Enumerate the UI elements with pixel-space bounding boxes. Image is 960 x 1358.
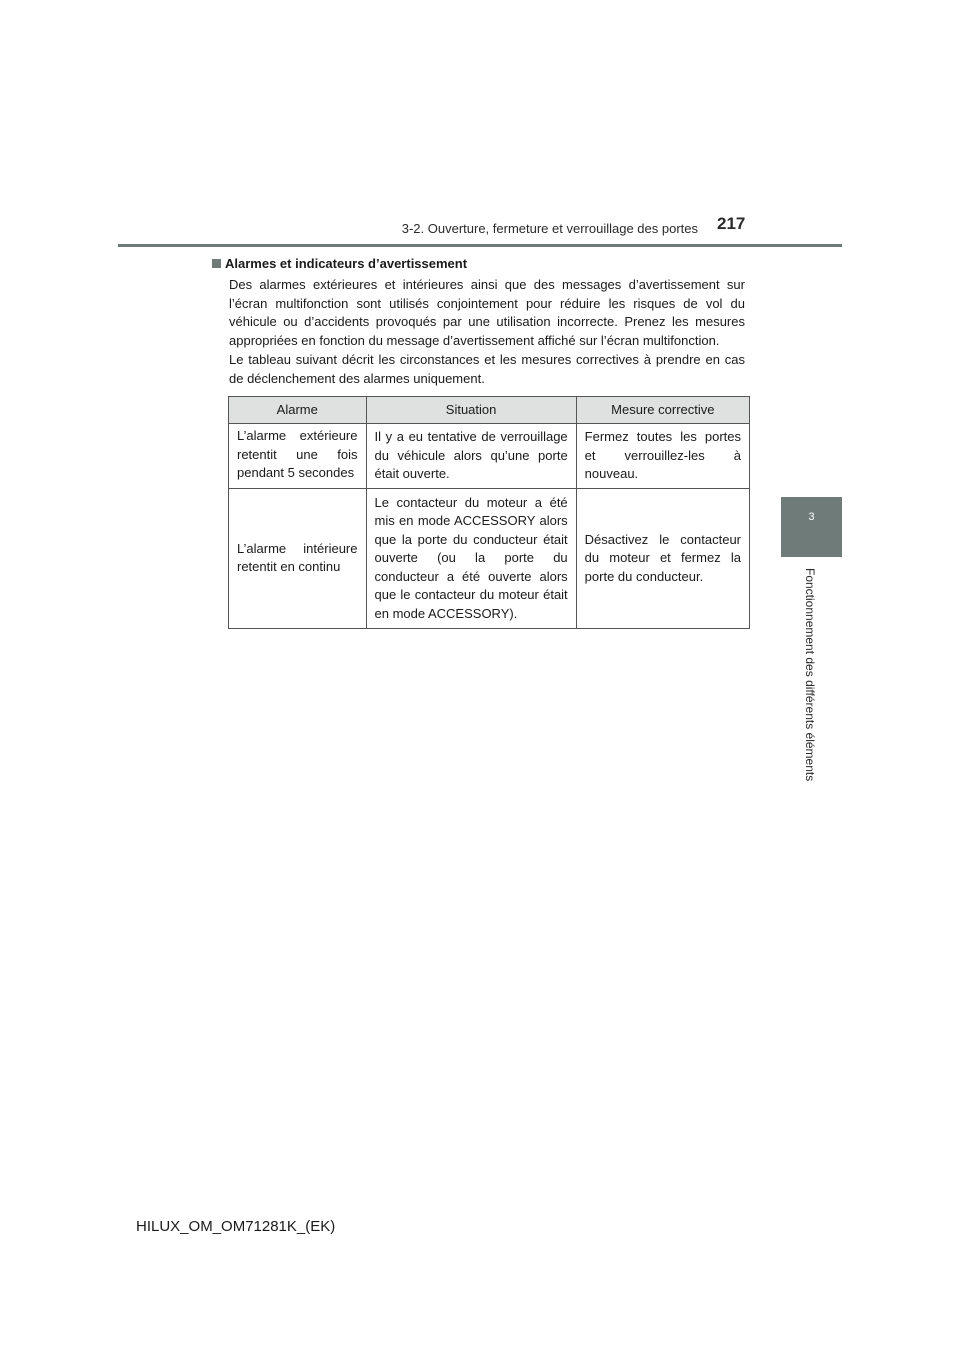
table-row — [229, 488, 750, 629]
table-cell-situation: Il y a eu tentative de verrouillage du véhicule alors qu’une porte était ouverte. — [366, 424, 576, 489]
section-heading-text: Alarmes et indicateurs d’avertissement — [225, 256, 468, 271]
column-header-mesure-corrective: Mesure corrective — [576, 397, 749, 424]
document-id: HILUX_OM_OM71281K_(EK) — [136, 1218, 336, 1235]
table-cell-mesure: Fermez toutes les portes et verrouillez-les à nouveau. — [576, 424, 749, 489]
table-cell-mesure: Désactivez le contacteur du moteur et fermez la porte du conducteur. — [576, 488, 749, 629]
table-cell-alarme: L’alarme extérieure retentit une fois pendant 5 secondes — [229, 424, 367, 489]
column-header-alarme: Alarme — [229, 397, 367, 424]
chapter-header-title: 3-2. Ouverture, fermeture et verrouillage des portes — [401, 221, 698, 236]
column-header-situation: Situation — [366, 397, 576, 424]
table-intro-paragraph: Le tableau suivant décrit les circonstances et les mesures correctives à prendre en cas de déclenchement des alarmes uniquement. — [229, 352, 745, 386]
chapter-side-tab — [781, 497, 842, 557]
chapter-side-label: Fonctionnement des différents éléments — [803, 568, 817, 782]
table-row — [229, 424, 750, 489]
section-heading — [212, 256, 467, 271]
table-cell-situation: Le contacteur du moteur a été mis en mode ACCESSORY alors que la porte du conducteur était ouverte (ou la porte du conducteur a été ouverte alors que le contacteur du moteur était en mode ACCESSORY). — [366, 488, 576, 629]
page-number: 217 — [717, 214, 746, 233]
intro-paragraph: Des alarmes extérieures et intérieures ainsi que des messages d’avertissement sur l’écran multifonction sont utilisés conjointement pour réduire les risques de vol du véhicule ou d’accidents provoqués par une utilisation incorrecte. Prenez les mesures appropriées en fonction du message d’avertissement affiché sur l’écran multifonction. — [229, 277, 745, 348]
table-header-row — [229, 397, 750, 424]
alarm-table — [228, 396, 750, 629]
square-bullet-icon — [212, 259, 221, 268]
chapter-tab-number: 3 — [808, 511, 815, 523]
table-cell-alarme: L’alarme intérieure retentit en continu — [229, 488, 367, 629]
header-divider — [118, 244, 842, 247]
